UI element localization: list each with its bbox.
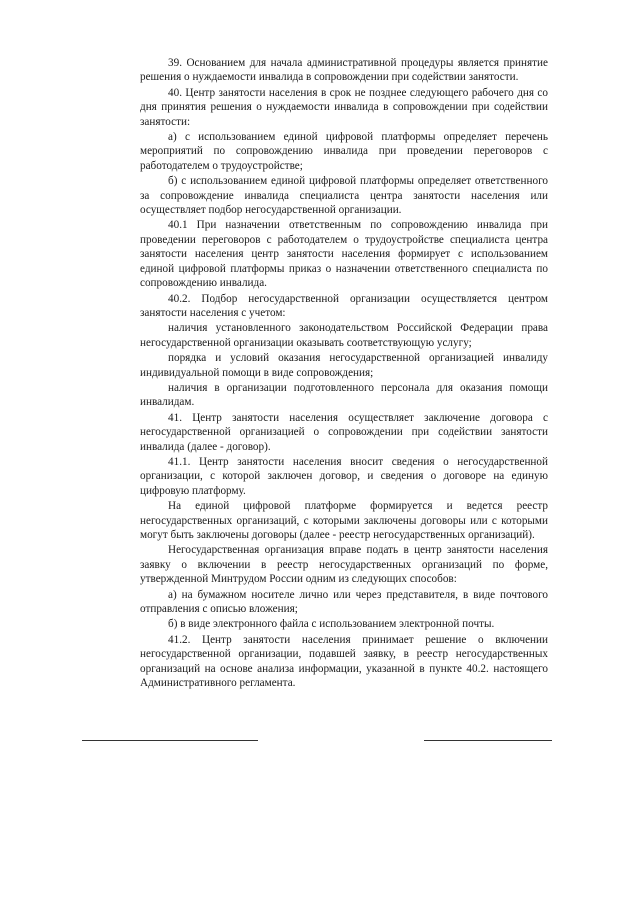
paragraph-40-2-item-2: порядка и условий оказания негосударственной организацией инвалиду индивидуальной помощи в виде сопровождения;	[140, 352, 548, 379]
paragraph-40-a: а) с использованием единой цифровой платформы определяет перечень мероприятий по сопровождению инвалида при проведении переговоров с работодателем о трудоустройстве;	[140, 131, 548, 172]
paragraph-39: 39. Основанием для начала административной процедуры является принятие решения о нуждаемости инвалида в сопровождении при содействии занятости.	[140, 57, 548, 84]
paragraph-41-1: 41.1. Центр занятости населения вносит сведения о негосударственной организации, с которой заключен договор, и сведения о договоре на единую цифровую платформу.	[140, 455, 548, 497]
paragraph-40-2: 40.2. Подбор негосударственной организации осуществляется центром занятости населения с учетом:	[140, 292, 548, 319]
paragraph-41: 41. Центр занятости населения осуществляет заключение договора с негосударственной организацией о сопровождении при содействии занятости инвалида (далее - договор).	[140, 411, 548, 453]
paragraph-application: Негосударственная организация вправе подать в центр занятости населения заявку о включении в реестр негосударственных организаций по форме, утвержденной Минтрудом России одним из следующих способов:	[140, 544, 548, 586]
paragraph-40-b: б) с использованием единой цифровой платформы определяет ответственного за сопровождение инвалида специалиста центра занятости населения или осуществляет подбор негосударственной организации.	[140, 175, 548, 217]
paragraph-40: 40. Центр занятости населения в срок не позднее следующего рабочего дня со дня принятия решения о нуждаемости инвалида в сопровождении при содействии занятости:	[140, 86, 548, 128]
footer-rule-left	[82, 740, 258, 741]
paragraph-method-b: б) в виде электронного файла с использованием электронной почты.	[168, 618, 495, 631]
paragraph-40-2-item-1: наличия установленного законодательством Российской Федерации права негосударственной организации оказывать соответствующую услугу;	[140, 322, 548, 349]
footer-rule-right	[424, 740, 552, 741]
paragraph-method-a: а) на бумажном носителе лично или через представителя, в виде почтового отправления с описью вложения;	[140, 588, 548, 616]
paragraph-40-2-item-3: наличия в организации подготовленного персонала для оказания помощи инвалидам.	[140, 381, 548, 409]
document-page	[140, 56, 548, 690]
paragraph-41-2: 41.2. Центр занятости населения принимает решение о включении негосударственной организации, подавшей заявку, в реестр негосударственных организаций на основе анализа информации, указанной в пункте 40.2. настоящего Административного регламента.	[140, 633, 548, 690]
paragraph-40-1: 40.1 При назначении ответственным по сопровождению инвалида при проведении переговоров с работодателем о трудоустройстве специалиста центра занятости населения центр занятости населения формирует с использованием единой цифровой платформы приказ о назначении ответственного специалиста по сопровождению инвалида.	[140, 219, 548, 290]
paragraph-registry: На единой цифровой платформе формируется и ведется реестр негосударственных организаций, с которыми заключены договоры или с которыми могут быть заключены договоры (далее - реестр негосударственных организаций).	[140, 500, 548, 541]
